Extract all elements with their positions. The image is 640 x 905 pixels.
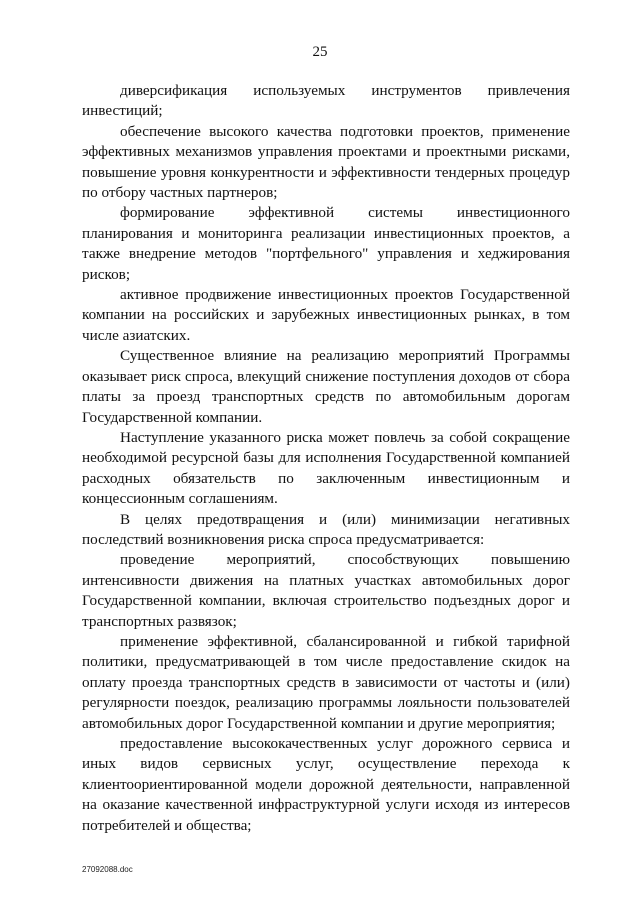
file-name-footer: 27092088.doc — [82, 865, 133, 874]
paragraph-investment-planning: формирование эффективной системы инвестиционного планирования и мониторинга реализации инвестиционных проектов, а также внедрение методов "портфельного" управления и хеджирования рисков; — [82, 204, 570, 283]
paragraph-project-quality: обеспечение высокого качества подготовки проектов, применение эффективных механизмов управления проектами и проектными рисками, повышение уровня конкурентности и эффективности тендерных процедур по отбору частных партнеров; — [82, 122, 570, 202]
document-body — [82, 81, 570, 836]
paragraph-demand-risk: Существенное влияние на реализацию мероприятий Программы оказывает риск спроса, влекущий снижение поступления доходов от сбора платы за проезд транспортных средств по автомобильным дорогам Государственной компании. — [82, 347, 570, 426]
paragraph-traffic-measures: проведение мероприятий, способствующих повышению интенсивности движения на платных участках автомобильных дорог Государственной компании, включая строительство подъездных дорог и транспортных развязок; — [82, 551, 570, 630]
page-number: 25 — [312, 44, 328, 60]
paragraph-tariff-policy: применение эффективной, сбалансированной и гибкой тарифной политики, предусматривающей в том числе предоставление скидок на оплату проезда транспортных средств в зависимости от частоты и (или) регулярности поездок, реализацию программы лояльности пользователей автомобильных дорог Государственной компании и другие мероприятия; — [82, 632, 570, 732]
paragraph-risk-consequence: Наступление указанного риска может повлечь за собой сокращение необходимой ресурсной базы для исполнения Государственной компанией расходных обязательств по заключенным инвестиционным и концессионным соглашениям. — [82, 428, 570, 508]
paragraph-project-promotion: активное продвижение инвестиционных проектов Государственной компании на российских и зарубежных инвестиционных рынках, в том числе азиатских. — [82, 286, 570, 344]
paragraph-prevention-intro: В целях предотвращения и (или) минимизации негативных последствий возникновения риска спроса предусматривается: — [82, 510, 570, 548]
paragraph-road-services: предоставление высококачественных услуг дорожного сервиса и иных видов сервисных услуг, осуществление перехода к клиентоориентированной модели дорожной деятельности, направленной на оказание качественной инфраструктурной услуги исходя из интересов потребителей и общества; — [82, 735, 570, 834]
paragraph-diversification: диверсификация используемых инструментов привлечения инвестиций; — [82, 82, 570, 120]
